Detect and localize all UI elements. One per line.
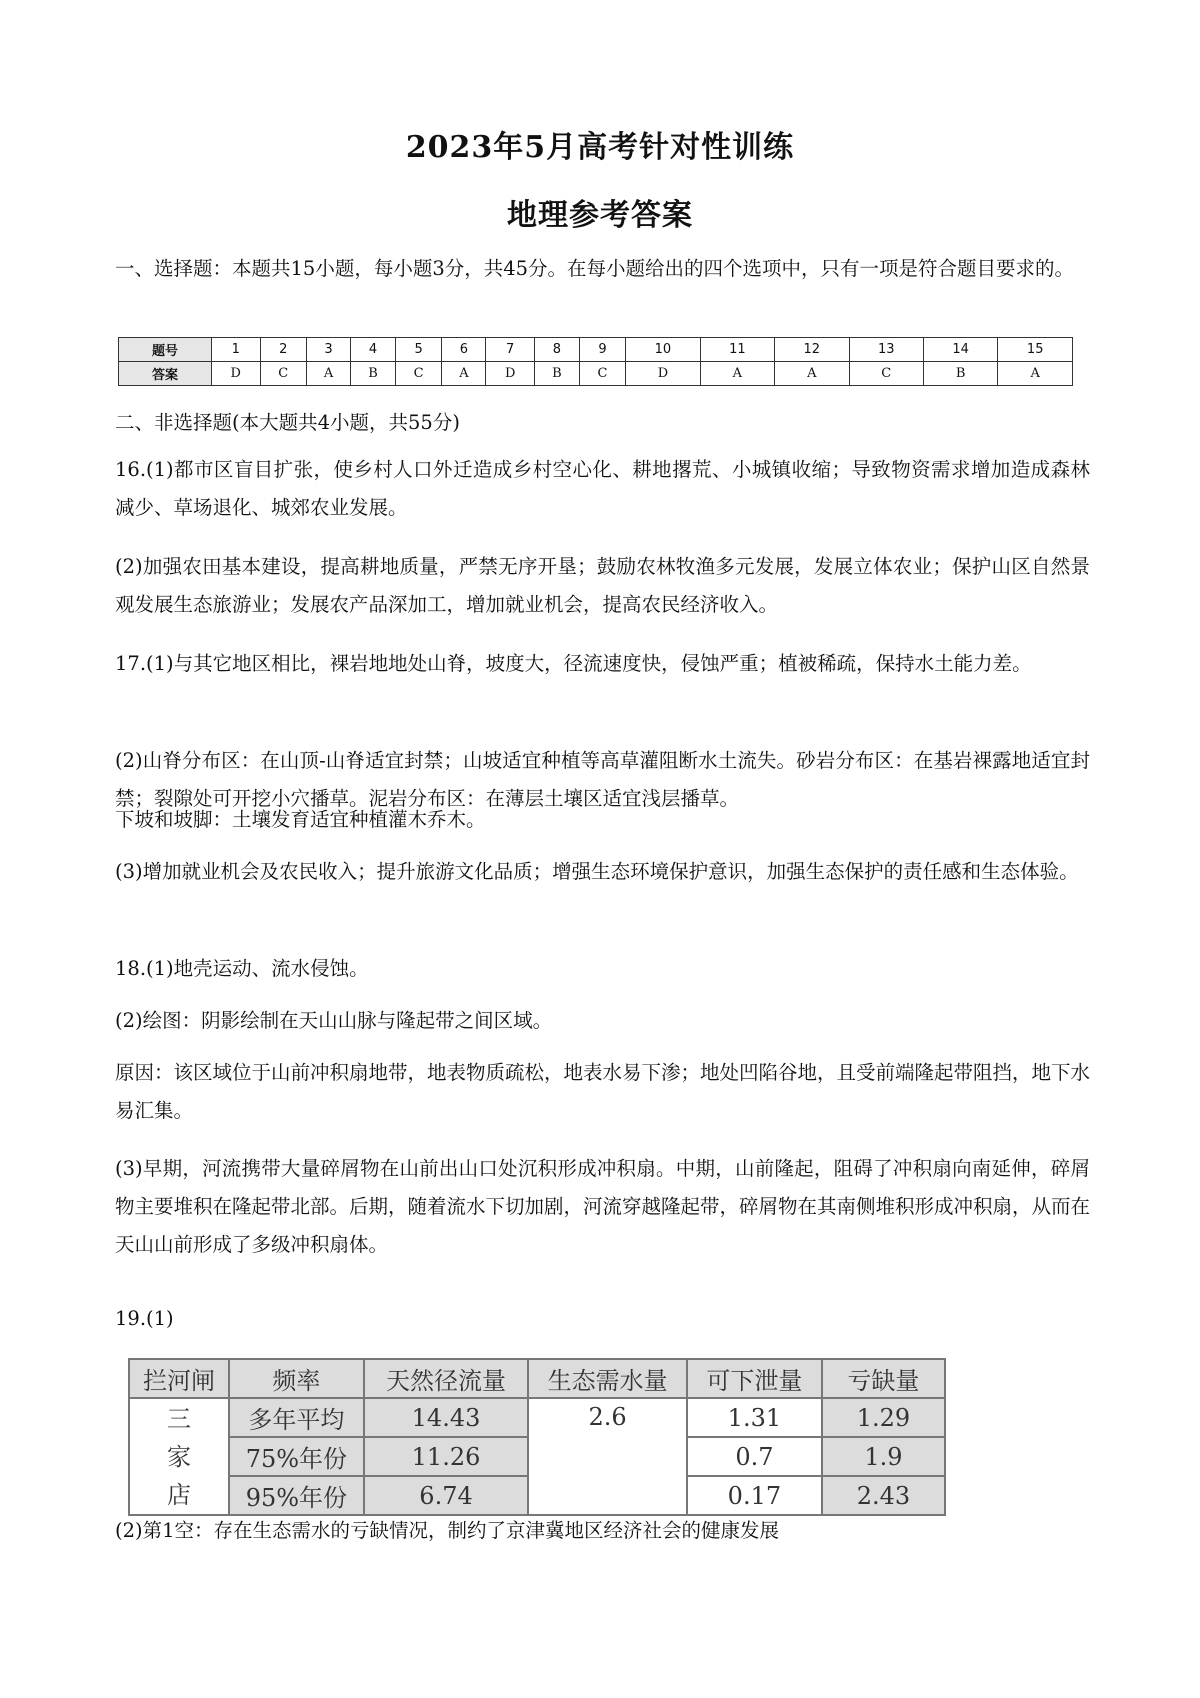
frequency-cell: 95%年份 — [229, 1476, 364, 1515]
water-balance-table — [128, 1358, 946, 1516]
question-number: 10 — [626, 338, 700, 362]
question-number: 2 — [260, 338, 306, 362]
question-number: 1 — [212, 338, 261, 362]
natural-flow-cell: 6.74 — [364, 1476, 528, 1515]
header-cell: 亏缺量 — [822, 1359, 945, 1398]
answer-17-3: (3)增加就业机会及农民收入；提升旅游文化品质；增强生态环境保护意识，加强生态保护的责任感和生态体验。 — [115, 860, 1079, 883]
answer-cell: A — [700, 362, 774, 386]
deficit-cell: 1.29 — [822, 1398, 945, 1437]
answer-18-3: (3)早期，河流携带大量碎屑物在山前出山口处沉积形成冲积扇。中期，山前隆起，阻碍了冲积扇向南延伸，碎屑物主要堆积在隆起带北部。后期，随着流水下切加剧，河流穿越隆起带，碎屑物在其南侧堆积形成冲积扇，从而在天山山前形成了多级冲积扇体。 — [115, 1157, 1091, 1256]
question-number: 11 — [700, 338, 774, 362]
answer-key-table — [118, 337, 1073, 386]
section1-heading: 一、选择题：本题共15小题，每小题3分，共45分。在每小题给出的四个选项中，只有一项是符合题目要求的。 — [115, 257, 1075, 280]
frequency-cell: 75%年份 — [229, 1437, 364, 1476]
station-char: 家 — [166, 1442, 191, 1471]
answer-16-2: (2)加强农田基本建设，提高耕地质量，严禁无序开垦；鼓励农林牧渔多元发展，发展立体农业；保护山区自然景观发展生态旅游业；发展农产品深加工，增加就业机会，提高农民经济收入。 — [115, 555, 1090, 616]
answer-19-2: (2)第1空：存在生态需水的亏缺情况，制约了京津冀地区经济社会的健康发展 — [115, 1519, 780, 1542]
question-number: 14 — [923, 338, 997, 362]
station-char: 三 — [166, 1404, 191, 1433]
answer-cell: D — [212, 362, 261, 386]
answer-19-1: 19.(1) — [115, 1307, 174, 1330]
row-label-answer: 答案 — [119, 362, 212, 386]
question-number: 13 — [849, 338, 923, 362]
header-cell: 生态需水量 — [528, 1359, 687, 1398]
section2-heading: 二、非选择题(本大题共4小题，共55分) — [115, 411, 460, 434]
eco-demand-cell: 2.6 — [528, 1398, 687, 1515]
answer-cell: C — [579, 362, 625, 386]
answer-cell: C — [395, 362, 441, 386]
answer-17-2-cont: 下坡和坡脚：土壤发育适宜种植灌木乔木。 — [115, 808, 486, 831]
deficit-cell: 2.43 — [822, 1476, 945, 1515]
answer-cell: A — [998, 362, 1073, 386]
row-label-number: 题号 — [119, 338, 212, 362]
answer-cell: C — [849, 362, 923, 386]
answer-cell: A — [442, 362, 486, 386]
question-number: 12 — [775, 338, 849, 362]
release-cell: 1.31 — [687, 1398, 822, 1437]
header-cell: 可下泄量 — [687, 1359, 822, 1398]
answer-cell: A — [306, 362, 350, 386]
natural-flow-cell: 11.26 — [364, 1437, 528, 1476]
answer-18-2-reason: 原因：该区域位于山前冲积扇地带，地表物质疏松，地表水易下渗；地处凹陷谷地，且受前端隆起带阻挡，地下水易汇集。 — [115, 1061, 1091, 1122]
question-number: 15 — [998, 338, 1073, 362]
deficit-cell: 1.9 — [822, 1437, 945, 1476]
answer-cell: B — [351, 362, 396, 386]
answer-17-1: 17.(1)与其它地区相比，裸岩地地处山脊，坡度大，径流速度快，侵蚀严重；植被稀疏，保持水土能力差。 — [115, 652, 1032, 675]
question-number: 9 — [579, 338, 625, 362]
release-cell: 0.17 — [687, 1476, 822, 1515]
question-number: 5 — [395, 338, 441, 362]
answer-cell: B — [534, 362, 579, 386]
answer-cell: D — [486, 362, 535, 386]
frequency-cell: 多年平均 — [229, 1398, 364, 1437]
release-cell: 0.7 — [687, 1437, 822, 1476]
station-name-cell — [129, 1398, 229, 1515]
question-number: 7 — [486, 338, 535, 362]
answer-17-2: (2)山脊分布区：在山顶-山脊适宜封禁；山坡适宜种植等高草灌阻断水土流失。砂岩分布区：在基岩裸露地适宜封禁；裂隙处可开挖小穴播草。泥岩分布区：在薄层土壤区适宜浅层播草。 — [115, 749, 1090, 810]
header-cell: 拦河闸 — [129, 1359, 229, 1398]
answer-cell: A — [775, 362, 849, 386]
header-cell: 天然径流量 — [364, 1359, 528, 1398]
question-number: 8 — [534, 338, 579, 362]
answer-cell: D — [626, 362, 700, 386]
header-cell: 频率 — [229, 1359, 364, 1398]
answer-18-1: 18.(1)地壳运动、流水侵蚀。 — [115, 957, 369, 980]
question-number: 6 — [442, 338, 486, 362]
table-row — [129, 1398, 945, 1437]
question-number: 3 — [306, 338, 350, 362]
document-title: 2023年5月高考针对性训练 — [405, 130, 795, 165]
question-number: 4 — [351, 338, 396, 362]
answer-cell: B — [923, 362, 997, 386]
station-char: 店 — [166, 1480, 191, 1509]
question-number-row — [119, 338, 1073, 362]
answer-cell: C — [260, 362, 306, 386]
document-subtitle: 地理参考答案 — [507, 198, 693, 233]
answer-16-1: 16.(1)都市区盲目扩张，使乡村人口外迁造成乡村空心化、耕地撂荒、小城镇收缩；导致物资需求增加造成森林减少、草场退化、城郊农业发展。 — [115, 458, 1090, 519]
answer-row — [119, 362, 1073, 386]
answer-18-2: (2)绘图：阴影绘制在天山山脉与隆起带之间区域。 — [115, 1009, 553, 1032]
table-header-row — [129, 1359, 945, 1398]
natural-flow-cell: 14.43 — [364, 1398, 528, 1437]
